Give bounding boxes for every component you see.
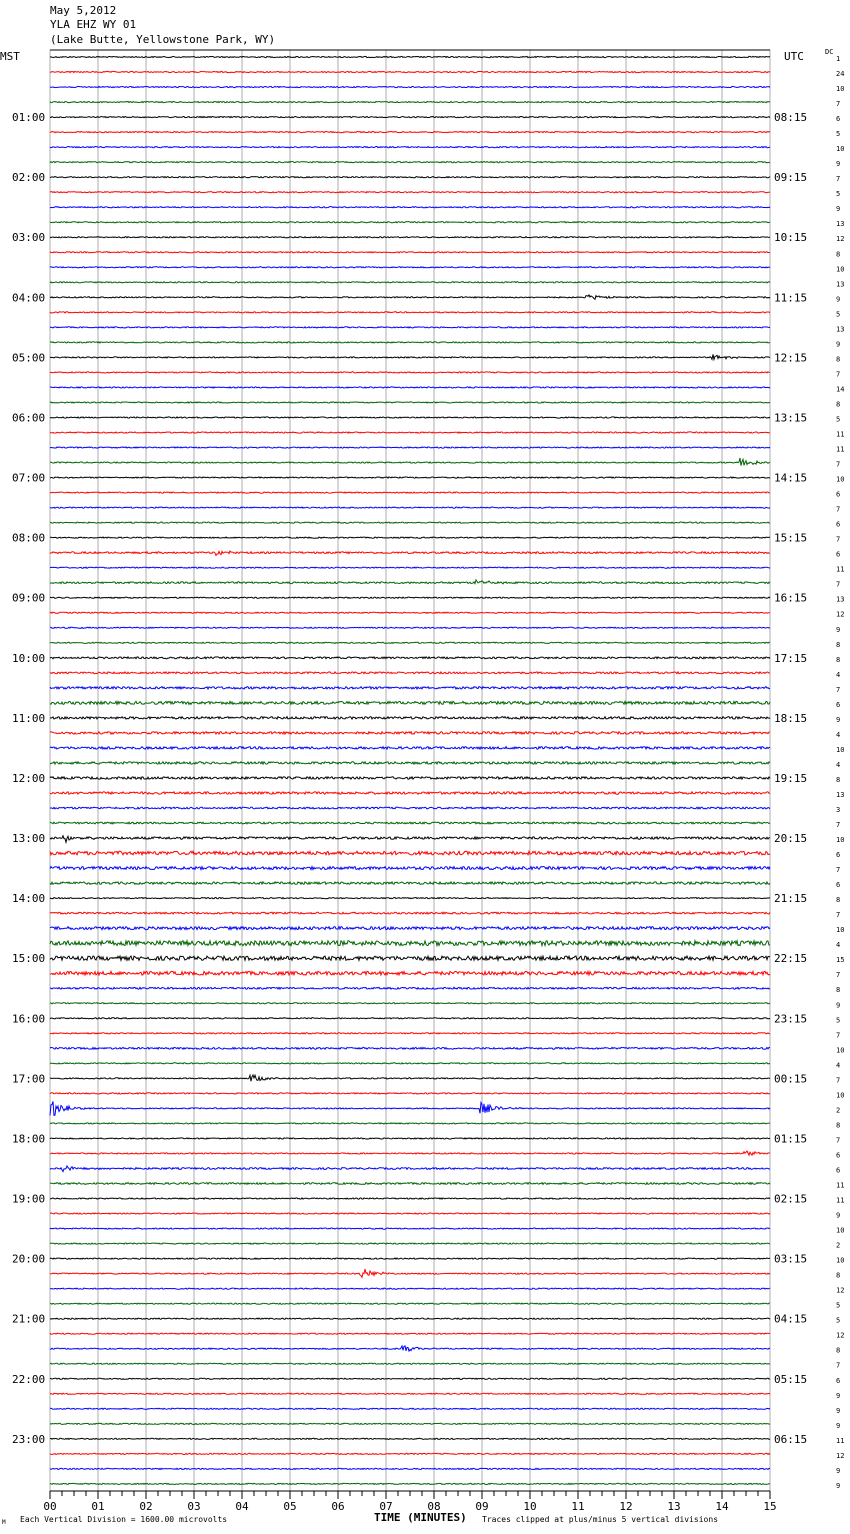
- trace-line: [50, 1468, 770, 1469]
- left-hour-label: 02:00: [12, 171, 46, 185]
- left-hour-label: 22:00: [12, 1372, 46, 1386]
- trace-count: 10: [836, 1256, 845, 1265]
- trace-count: 4: [836, 670, 841, 679]
- trace-line: [50, 282, 770, 283]
- right-hour-label: 17:15: [774, 651, 808, 665]
- right-timezone-label: UTC: [784, 50, 804, 63]
- right-hour-label: 08:15: [774, 111, 808, 125]
- right-hour-label: 19:15: [774, 771, 808, 785]
- trace-line: [50, 1166, 770, 1172]
- trace-line: [50, 162, 770, 163]
- trace-count: 11: [836, 430, 845, 439]
- trace-count: 2: [836, 1241, 841, 1250]
- left-hour-label: 04:00: [12, 291, 46, 305]
- trace-count: 13: [836, 325, 845, 334]
- trace-line: [50, 147, 770, 148]
- x-axis-label: TIME (MINUTES): [374, 1511, 467, 1524]
- trace-line: [50, 1318, 770, 1319]
- footer-clip-note: Traces clipped at plus/minus 5 vertical divisions: [482, 1515, 719, 1524]
- trace-count: 8: [836, 355, 841, 364]
- left-hour-label: 07:00: [12, 471, 46, 485]
- trace-line: [50, 1018, 770, 1019]
- trace-line: [50, 1151, 770, 1155]
- footer-mark: M: [2, 1519, 6, 1526]
- trace-line: [50, 1333, 770, 1334]
- left-hour-label: 21:00: [12, 1312, 46, 1326]
- trace-line: [50, 701, 770, 704]
- trace-count: 13: [836, 595, 845, 604]
- trace-line: [50, 717, 770, 719]
- trace-line: [50, 672, 770, 674]
- trace-line: [50, 1198, 770, 1199]
- right-hour-label: 18:15: [774, 711, 808, 725]
- trace-line: [50, 792, 770, 794]
- right-hour-label: 22:15: [774, 952, 808, 966]
- right-hour-label: 01:15: [774, 1132, 808, 1146]
- trace-line: [50, 597, 770, 598]
- x-tick-label: 15: [763, 1500, 777, 1513]
- trace-count: 11: [836, 445, 845, 454]
- trace-line: [50, 327, 770, 328]
- trace-count: 1: [836, 55, 841, 63]
- dc-label: DC: [825, 48, 834, 56]
- trace-count: 7: [836, 1361, 841, 1370]
- trace-count: 11: [836, 1196, 845, 1205]
- trace-count: 9: [836, 715, 841, 724]
- trace-line: [50, 851, 770, 855]
- trace-count: 24: [836, 70, 845, 79]
- trace-count: 4: [836, 941, 841, 950]
- x-tick-label: 10: [523, 1500, 537, 1513]
- trace-line: [50, 507, 770, 508]
- trace-count: 11: [836, 1181, 845, 1190]
- trace-line: [50, 1408, 770, 1409]
- right-hour-label: 11:15: [774, 291, 808, 305]
- trace-line: [50, 1243, 770, 1244]
- trace-line: [50, 807, 770, 809]
- trace-line: [50, 927, 770, 930]
- trace-line: [50, 71, 770, 72]
- trace-count: 9: [836, 1481, 841, 1490]
- left-hour-label: 16:00: [12, 1012, 46, 1026]
- trace-line: [50, 207, 770, 208]
- trace-line: [50, 580, 770, 584]
- trace-count: 9: [836, 1406, 841, 1415]
- trace-count: 10: [836, 836, 845, 845]
- trace-line: [50, 987, 770, 989]
- x-tick-label: 12: [619, 1500, 633, 1513]
- trace-count: 8: [836, 400, 841, 409]
- trace-count: 5: [836, 310, 841, 319]
- left-hour-label: 23:00: [12, 1432, 46, 1446]
- trace-line: [50, 1183, 770, 1185]
- trace-line: [50, 1303, 770, 1304]
- trace-line: [50, 1393, 770, 1394]
- trace-line: [50, 642, 770, 643]
- trace-line: [50, 86, 770, 87]
- x-tick-label: 08: [427, 1500, 441, 1513]
- trace-count: 6: [836, 1151, 841, 1160]
- trace-count: 7: [836, 1031, 841, 1040]
- left-hour-label: 18:00: [12, 1132, 46, 1146]
- trace-count: 9: [836, 1001, 841, 1010]
- trace-count: 10: [836, 265, 845, 274]
- trace-line: [50, 941, 770, 946]
- trace-count: 5: [836, 130, 841, 139]
- trace-count: 9: [836, 1466, 841, 1475]
- left-hour-label: 14:00: [12, 892, 46, 906]
- trace-line: [50, 762, 770, 764]
- trace-count: 8: [836, 640, 841, 649]
- trace-count: 9: [836, 1211, 841, 1220]
- trace-line: [50, 657, 770, 659]
- trace-line: [50, 1101, 770, 1115]
- trace-count: 7: [836, 911, 841, 920]
- trace-count: 10: [836, 745, 845, 754]
- trace-count: 8: [836, 655, 841, 664]
- x-tick-label: 05: [283, 1500, 297, 1513]
- left-hour-label: 15:00: [12, 952, 46, 966]
- trace-count: 5: [836, 1301, 841, 1310]
- trace-count: 8: [836, 1121, 841, 1130]
- right-hour-label: 10:15: [774, 231, 808, 245]
- trace-line: [50, 1269, 770, 1277]
- trace-line: [50, 1438, 770, 1439]
- left-hour-label: 10:00: [12, 651, 46, 665]
- trace-line: [50, 882, 770, 884]
- trace-count: 9: [836, 160, 841, 169]
- trace-count: 14: [836, 385, 845, 394]
- trace-count: 5: [836, 415, 841, 424]
- chart-location: (Lake Butte, Yellowstone Park, WY): [50, 33, 276, 46]
- trace-line: [50, 387, 770, 388]
- left-timezone-label: MST: [0, 50, 20, 63]
- trace-count: 6: [836, 115, 841, 124]
- trace-count: 15: [836, 956, 845, 965]
- trace-line: [50, 132, 770, 133]
- trace-line: [50, 1033, 770, 1034]
- right-hour-label: 05:15: [774, 1372, 808, 1386]
- x-tick-label: 06: [331, 1500, 345, 1513]
- trace-count: 3: [836, 806, 841, 814]
- trace-count: 5: [836, 190, 841, 199]
- trace-line: [50, 971, 770, 975]
- left-hour-label: 11:00: [12, 711, 46, 725]
- trace-line: [50, 1423, 770, 1424]
- trace-line: [50, 102, 770, 103]
- trace-count: 7: [836, 535, 841, 544]
- trace-count: 6: [836, 490, 841, 499]
- trace-count: 10: [836, 1091, 845, 1100]
- trace-count: 9: [836, 625, 841, 634]
- trace-count: 4: [836, 760, 841, 769]
- trace-count: 2: [836, 1106, 841, 1115]
- left-hour-label: 13:00: [12, 832, 46, 846]
- trace-count: 6: [836, 700, 841, 709]
- trace-line: [50, 612, 770, 613]
- left-hour-label: 06:00: [12, 411, 46, 425]
- trace-line: [50, 747, 770, 749]
- trace-count: 4: [836, 1061, 841, 1070]
- trace-count: 7: [836, 505, 841, 514]
- right-hour-label: 00:15: [774, 1072, 808, 1086]
- left-hour-label: 12:00: [12, 771, 46, 785]
- trace-count: 6: [836, 520, 841, 529]
- trace-count: 9: [836, 1391, 841, 1400]
- chart-station: YLA EHZ WY 01: [50, 18, 137, 31]
- trace-line: [50, 912, 770, 914]
- trace-line: [50, 237, 770, 238]
- trace-line: [50, 1288, 770, 1289]
- trace-line: [50, 836, 770, 843]
- trace-line: [50, 687, 770, 689]
- trace-line: [50, 312, 770, 313]
- trace-count: 8: [836, 775, 841, 784]
- trace-line: [50, 1228, 770, 1229]
- trace-count: 8: [836, 1346, 841, 1355]
- x-tick-label: 09: [475, 1500, 489, 1513]
- trace-count: 10: [836, 1226, 845, 1235]
- right-hour-label: 09:15: [774, 171, 808, 185]
- trace-line: [50, 1063, 770, 1064]
- chart-date: May 5,2012: [50, 4, 117, 17]
- trace-count: 6: [836, 881, 841, 890]
- x-tick-label: 04: [235, 1500, 249, 1513]
- trace-count: 7: [836, 370, 841, 379]
- trace-count: 5: [836, 1316, 841, 1325]
- trace-count: 10: [836, 85, 845, 94]
- x-tick-label: 13: [667, 1500, 681, 1513]
- trace-count: 8: [836, 1271, 841, 1280]
- trace-line: [50, 1378, 770, 1379]
- trace-line: [50, 117, 770, 118]
- trace-count: 13: [836, 280, 845, 289]
- trace-count: 12: [836, 1286, 845, 1295]
- x-tick-label: 00: [43, 1500, 57, 1513]
- trace-count: 7: [836, 821, 841, 830]
- right-hour-label: 16:15: [774, 591, 808, 605]
- trace-count: 7: [836, 580, 841, 589]
- trace-count: 13: [836, 220, 845, 229]
- trace-line: [50, 447, 770, 448]
- x-tick-label: 07: [379, 1500, 393, 1513]
- trace-line: [50, 432, 770, 433]
- trace-line: [50, 372, 770, 373]
- trace-count: 11: [836, 1436, 845, 1445]
- trace-line: [50, 417, 770, 418]
- left-hour-label: 09:00: [12, 591, 46, 605]
- right-hour-label: 13:15: [774, 411, 808, 425]
- trace-count: 7: [836, 460, 841, 469]
- trace-count: 7: [836, 971, 841, 980]
- trace-count: 6: [836, 851, 841, 860]
- trace-line: [50, 222, 770, 223]
- trace-count: 5: [836, 1016, 841, 1025]
- right-hour-label: 02:15: [774, 1192, 808, 1206]
- trace-line: [50, 1213, 770, 1214]
- trace-line: [50, 1258, 770, 1259]
- trace-line: [50, 1483, 770, 1484]
- trace-line: [50, 867, 770, 870]
- trace-count: 10: [836, 926, 845, 935]
- trace-line: [50, 492, 770, 493]
- left-hour-label: 19:00: [12, 1192, 46, 1206]
- left-hour-label: 01:00: [12, 111, 46, 125]
- trace-count: 7: [836, 1076, 841, 1085]
- right-hour-label: 04:15: [774, 1312, 808, 1326]
- trace-line: [50, 295, 770, 299]
- trace-line: [50, 252, 770, 253]
- trace-count: 7: [836, 175, 841, 184]
- trace-line: [50, 956, 770, 960]
- trace-count: 13: [836, 790, 845, 799]
- left-hour-label: 17:00: [12, 1072, 46, 1086]
- x-tick-label: 11: [571, 1500, 585, 1513]
- trace-line: [50, 732, 770, 734]
- x-tick-label: 02: [139, 1500, 153, 1513]
- trace-line: [50, 177, 770, 178]
- left-hour-label: 03:00: [12, 231, 46, 245]
- trace-count: 7: [836, 685, 841, 694]
- right-hour-label: 23:15: [774, 1012, 808, 1026]
- trace-line: [50, 537, 770, 538]
- right-hour-label: 06:15: [774, 1432, 808, 1446]
- trace-count: 8: [836, 896, 841, 905]
- trace-line: [50, 1138, 770, 1139]
- trace-count: 12: [836, 235, 845, 244]
- trace-line: [50, 1346, 770, 1351]
- right-hour-label: 14:15: [774, 471, 808, 485]
- trace-count: 9: [836, 205, 841, 214]
- trace-line: [50, 822, 770, 824]
- trace-count: 7: [836, 866, 841, 875]
- trace-line: [50, 56, 770, 57]
- trace-count: 11: [836, 565, 845, 574]
- right-hour-label: 12:15: [774, 351, 808, 365]
- right-hour-label: 20:15: [774, 832, 808, 846]
- trace-count: 4: [836, 730, 841, 739]
- trace-line: [50, 898, 770, 899]
- trace-line: [50, 354, 770, 359]
- trace-line: [50, 477, 770, 478]
- trace-line: [50, 1003, 770, 1004]
- trace-line: [50, 567, 770, 568]
- x-tick-label: 01: [91, 1500, 105, 1513]
- x-tick-label: 03: [187, 1500, 201, 1513]
- trace-line: [50, 551, 770, 555]
- trace-line: [50, 267, 770, 268]
- trace-line: [50, 1363, 770, 1364]
- trace-line: [50, 402, 770, 403]
- trace-count: 10: [836, 145, 845, 154]
- trace-count: 6: [836, 550, 841, 559]
- trace-line: [50, 1453, 770, 1454]
- trace-count: 8: [836, 250, 841, 259]
- trace-count: 9: [836, 295, 841, 304]
- trace-count: 9: [836, 340, 841, 349]
- x-tick-label: 14: [715, 1500, 729, 1513]
- trace-count: 6: [836, 1376, 841, 1385]
- trace-line: [50, 1093, 770, 1094]
- right-hour-label: 15:15: [774, 531, 808, 545]
- trace-count: 12: [836, 1331, 845, 1340]
- footer-scale-note: Each Vertical Division = 1600.00 microvolts: [20, 1515, 228, 1524]
- trace-line: [50, 342, 770, 343]
- trace-count: 6: [836, 1166, 841, 1175]
- trace-line: [50, 522, 770, 523]
- trace-count: 7: [836, 100, 841, 109]
- trace-line: [50, 1047, 770, 1049]
- trace-line: [50, 777, 770, 779]
- trace-line: [50, 1123, 770, 1124]
- trace-line: [50, 627, 770, 628]
- trace-count: 12: [836, 1451, 845, 1460]
- trace-count: 12: [836, 610, 845, 619]
- right-hour-label: 03:15: [774, 1252, 808, 1266]
- trace-line: [50, 1075, 770, 1081]
- right-hour-label: 21:15: [774, 892, 808, 906]
- left-hour-label: 08:00: [12, 531, 46, 545]
- trace-count: 10: [836, 1046, 845, 1055]
- trace-count: 8: [836, 986, 841, 995]
- trace-count: 10: [836, 475, 845, 484]
- trace-line: [50, 192, 770, 193]
- trace-count: 7: [836, 1136, 841, 1145]
- left-hour-label: 20:00: [12, 1252, 46, 1266]
- trace-count: 9: [836, 1421, 841, 1430]
- trace-line: [50, 458, 770, 466]
- left-hour-label: 05:00: [12, 351, 46, 365]
